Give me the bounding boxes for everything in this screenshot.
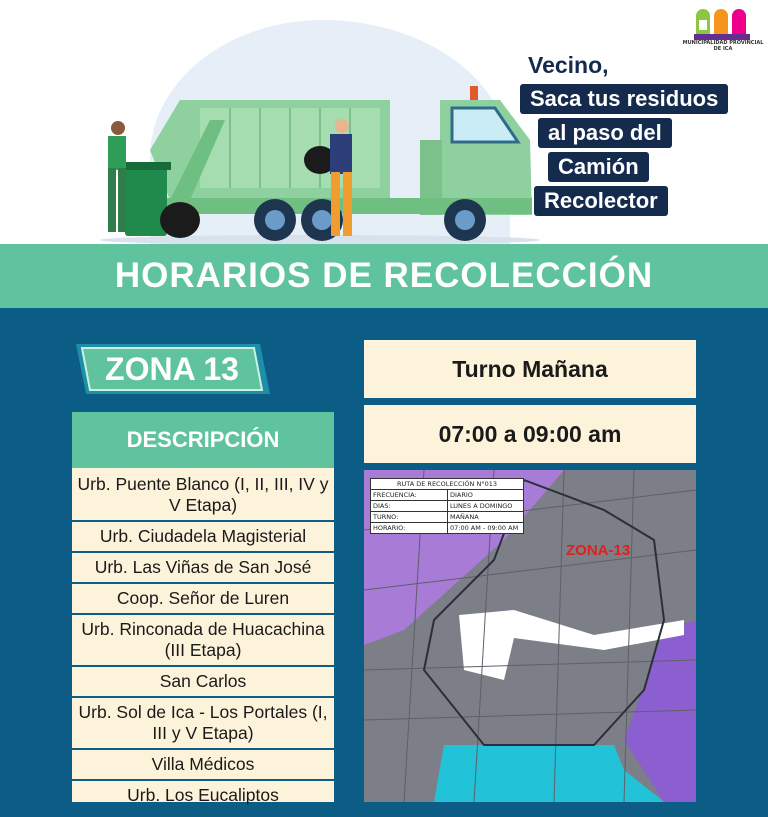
title-band xyxy=(0,244,768,308)
table-row xyxy=(371,501,523,512)
list-item: Urb. Ciudadela Magisterial xyxy=(72,522,334,553)
hours-label: 07:00 a 09:00 am xyxy=(438,420,622,447)
description-header xyxy=(72,412,334,468)
header-illustration xyxy=(0,0,768,244)
slogan-line-2: Saca tus residuos xyxy=(520,84,728,114)
garbage-truck-illustration xyxy=(60,80,540,244)
route-title: RUTA DE RECOLECCIÓN N°013 xyxy=(371,479,523,490)
row-value: 07:00 AM - 09:00 AM xyxy=(450,524,519,532)
list-item: Urb. Los Eucaliptos xyxy=(127,785,279,805)
slogan-line-1: Vecino, xyxy=(528,52,609,78)
list-item: San Carlos xyxy=(72,667,334,698)
description-heading: DESCRIPCIÓN xyxy=(126,427,280,452)
map-zone-label: ZONA-13 xyxy=(566,542,631,559)
row-key: FRECUENCIA: xyxy=(371,490,448,500)
shift-label: Turno Mañana xyxy=(452,355,608,382)
description-panel xyxy=(72,412,334,805)
list-item: Coop. Señor de Luren xyxy=(72,584,334,615)
list-item: Villa Médicos xyxy=(72,750,334,781)
table-row xyxy=(371,512,523,523)
slogan-line-5: Recolector xyxy=(534,186,668,216)
route-map xyxy=(364,470,696,802)
row-value: LUNES A DOMINGO xyxy=(450,502,513,510)
logo-caption: MUNICIPALIDAD PROVINCIAL DE ICA xyxy=(682,40,764,52)
shift-box xyxy=(364,340,696,398)
row-key: TURNO: xyxy=(371,512,448,522)
row-key: DIAS: xyxy=(371,501,448,511)
table-row xyxy=(371,490,523,501)
list-item: Urb. Las Viñas de San José xyxy=(72,553,334,584)
description-list xyxy=(72,470,334,810)
zone-badge xyxy=(72,340,272,398)
zone-label: ZONA 13 xyxy=(105,351,239,387)
slogan-line-4: Camión xyxy=(548,152,649,182)
list-item: Urb. Puente Blanco (I, II, III, IV y V Etapa) xyxy=(72,470,334,522)
row-key: HORARIO: xyxy=(371,523,448,533)
row-value: DIARIO xyxy=(450,491,473,499)
list-item: Urb. Sol de Ica - Los Portales (I, III y V Etapa) xyxy=(72,698,334,750)
route-info-table xyxy=(370,478,524,534)
row-value: MAÑANA xyxy=(450,513,479,521)
hours-box xyxy=(364,405,696,463)
page-title: HORARIOS DE RECOLECCIÓN xyxy=(114,256,654,295)
slogan-line-3: al paso del xyxy=(538,118,672,148)
table-row xyxy=(371,523,523,533)
list-item: Urb. Rinconada de Huacachina (III Etapa) xyxy=(72,615,334,667)
